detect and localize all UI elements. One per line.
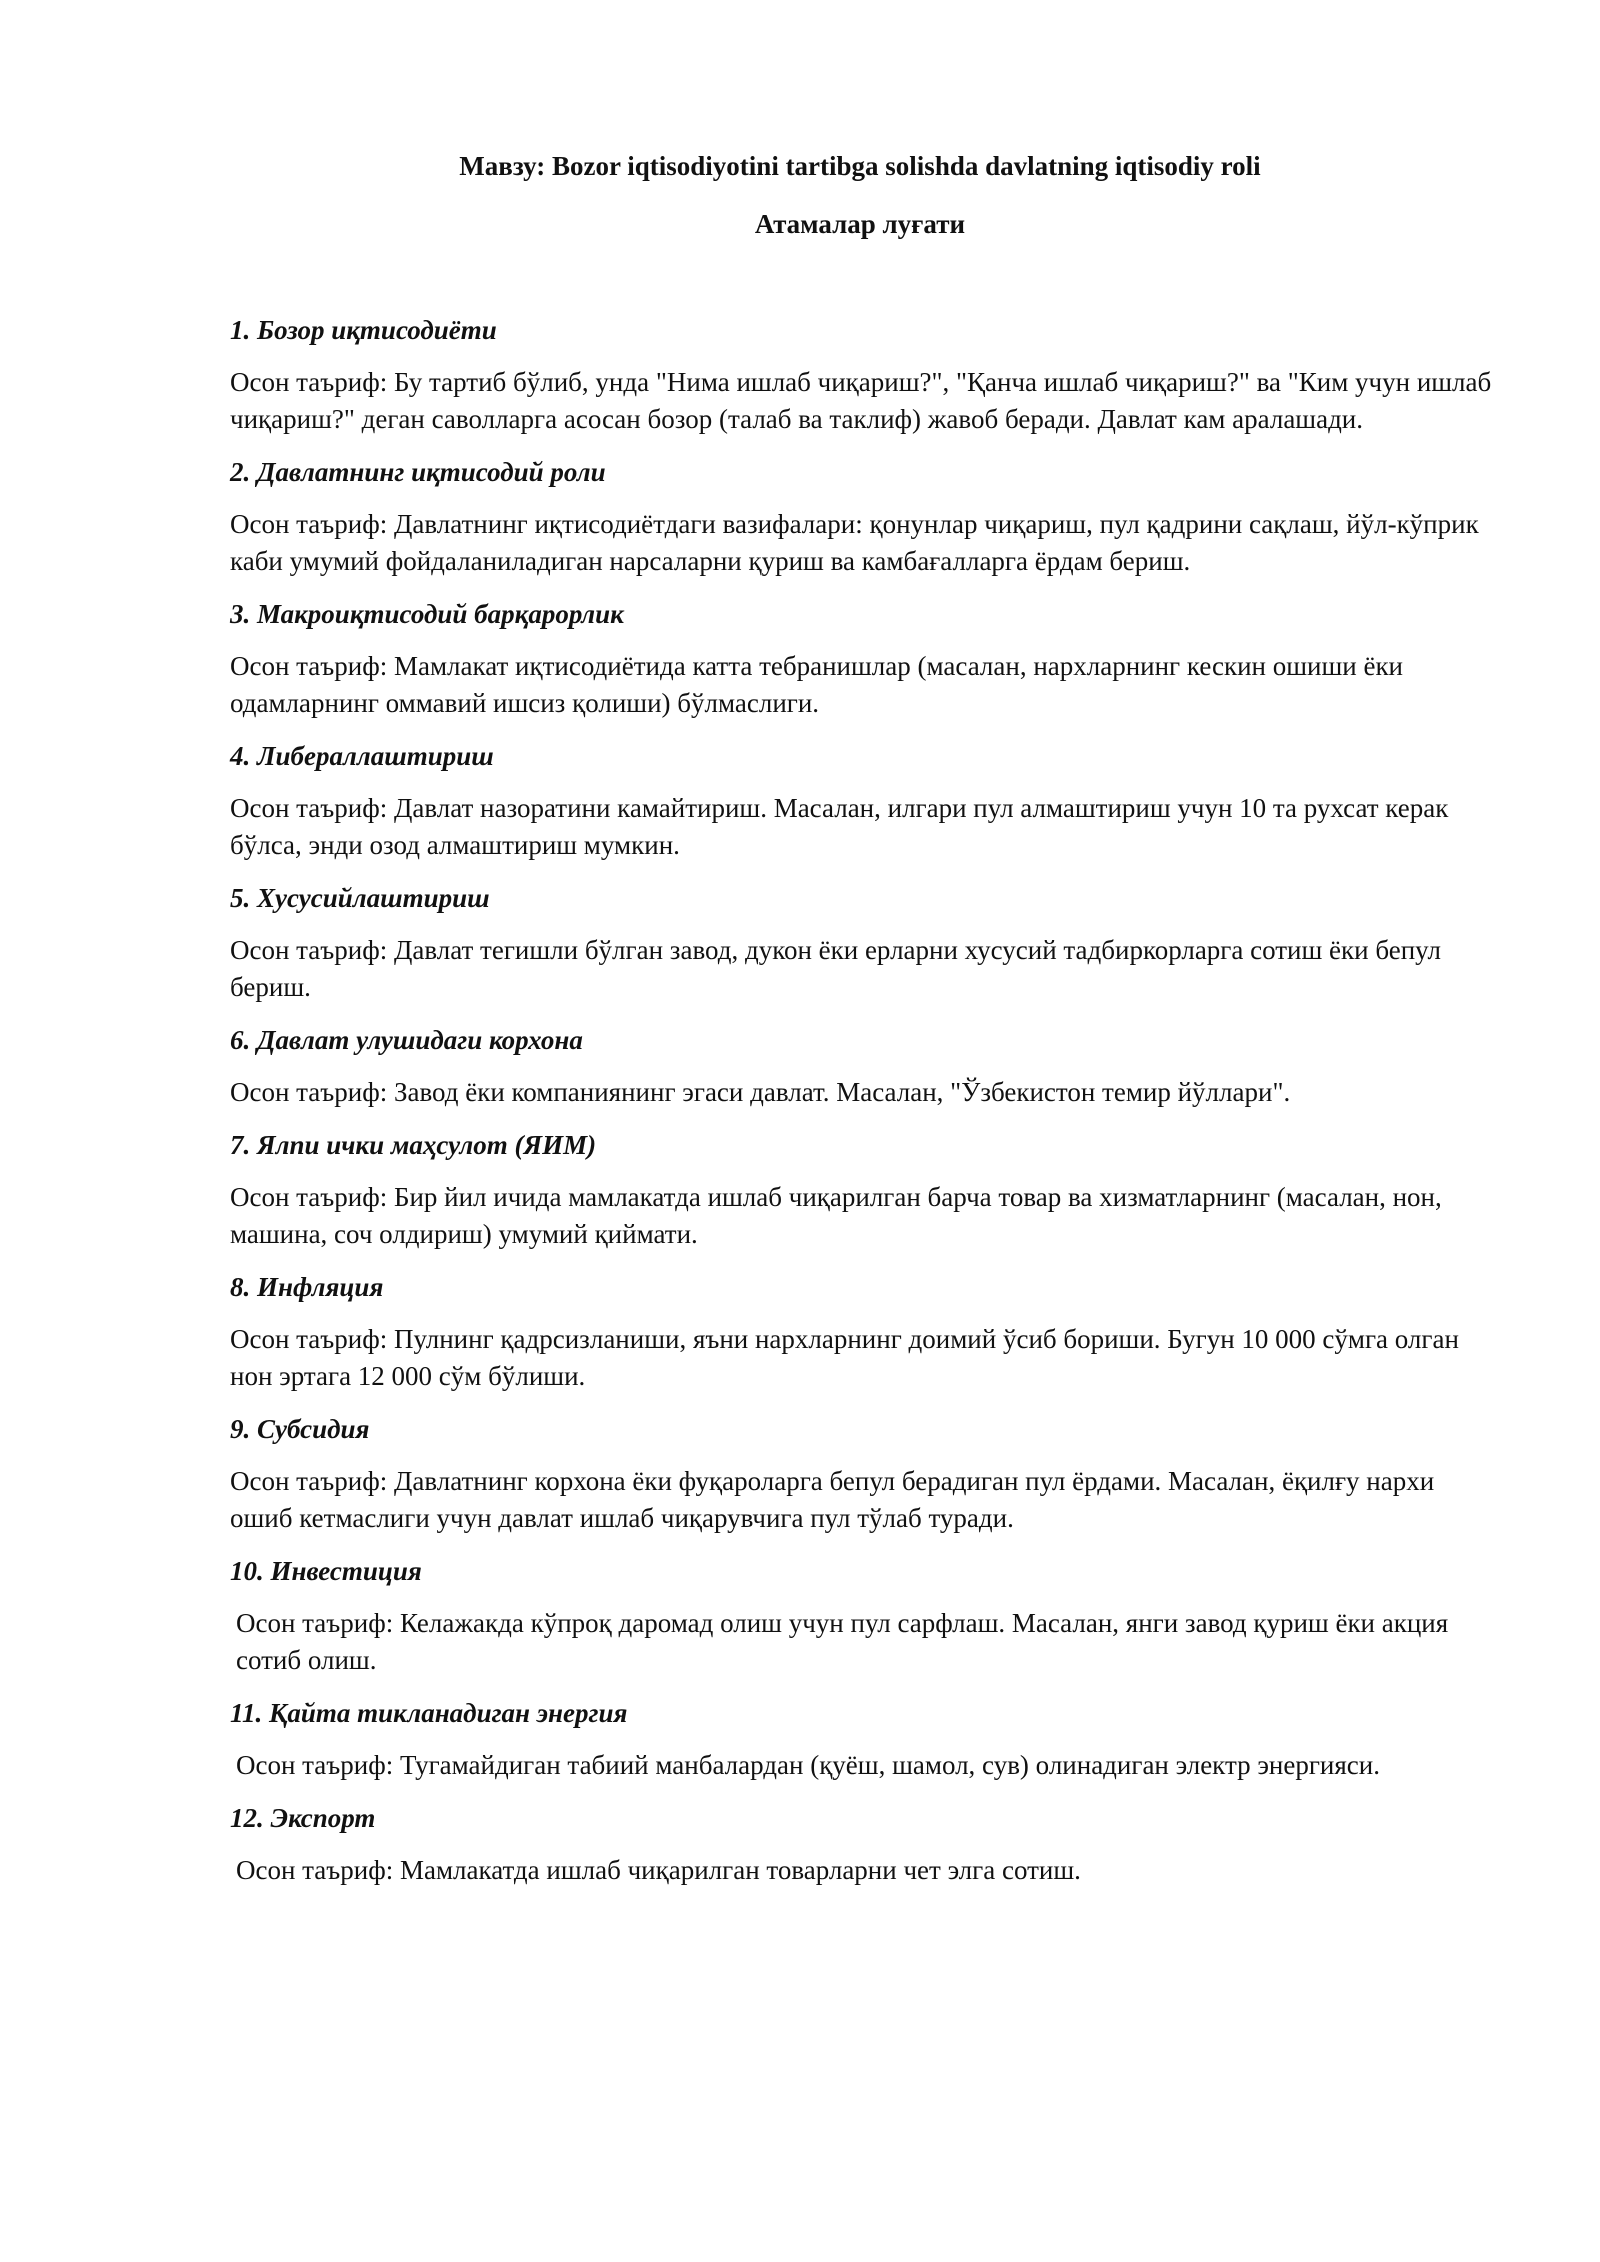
- term-definition: Осон таъриф: Давлатнинг иқтисодиётдаги вазифалари: қонунлар чиқариш, пул қадрини сақлаш, йўл-кўприк каби умумий фойдаланиладиган нарсаларни қуриш ва камбағалларга ёрдам бериш.: [230, 509, 1479, 576]
- term-definition: Осон таъриф: Давлат назоратини камайтириш. Масалан, илгари пул алмаштириш учун 10 та рухсат керак бўлса, энди озод алмаштириш мумкин.: [230, 793, 1449, 860]
- term-heading: 4. Либераллаштириш: [230, 741, 494, 771]
- term-definition: Осон таъриф: Бу тартиб бўлиб, унда "Нима ишлаб чиқариш?", "Қанча ишлаб чиқариш?" ва "Ким учун ишлаб чиқариш?" деган саволларга асосан бозор (талаб ва таклиф) жавоб беради. Давлат кам аралашади.: [230, 367, 1492, 434]
- term-definition: Осон таъриф: Мамлакат иқтисодиётида катта тебранишлар (масалан, нархларнинг кескин ошиши ёки одамларнинг оммавий ишсиз қолиши) бўлмаслиги.: [230, 651, 1404, 718]
- term-definition: Осон таъриф: Пулнинг қадрсизланиши, яъни нархларнинг доимий ўсиб бориши. Бугун 10 000 сўмга олган нон эртага 12 000 сўм бўлиши.: [230, 1324, 1459, 1391]
- glossary-entry: [230, 1127, 1490, 1253]
- term-definition: Осон таъриф: Мамлакатда ишлаб чиқарилган товарларни чет элга сотиш.: [236, 1855, 1081, 1885]
- glossary-entry: [230, 454, 1490, 580]
- term-heading: 3. Макроиқтисодий барқарорлик: [230, 599, 624, 629]
- document-subtitle: Атамалар луғати: [754, 209, 966, 239]
- glossary-entry: [230, 312, 1490, 438]
- glossary-entry: [230, 1022, 1490, 1111]
- term-heading: 2. Давлатнинг иқтисодий роли: [230, 457, 606, 487]
- term-heading: 5. Хусусийлаштириш: [230, 883, 490, 913]
- term-heading: 6. Давлат улушидаги корхона: [230, 1025, 583, 1055]
- glossary-entry: [230, 738, 1490, 864]
- term-heading: 8. Инфляция: [230, 1272, 384, 1302]
- term-heading: 10. Инвестиция: [230, 1556, 422, 1586]
- term-definition: Осон таъриф: Бир йил ичида мамлакатда ишлаб чиқарилган барча товар ва хизматларнинг (масалан, нон, машина, соч олдириш) умумий қиймати.: [230, 1182, 1442, 1249]
- term-heading: 12. Экспорт: [230, 1803, 376, 1833]
- glossary-entry: [230, 1269, 1490, 1395]
- glossary-entry: [230, 1800, 1490, 1889]
- glossary-entry: [230, 596, 1490, 722]
- term-definition: Осон таъриф: Завод ёки компаниянинг эгаси давлат. Масалан, "Ўзбекистон темир йўллари".: [230, 1077, 1291, 1107]
- term-definition: Осон таъриф: Тугамайдиган табиий манбалардан (қуёш, шамол, сув) олинадиган электр энергияси.: [236, 1750, 1380, 1780]
- document-title: Мавзу: Bozor iqtisodiyotini tartibga solishda davlatning iqtisodiy roli: [459, 151, 1261, 181]
- glossary-entry: [230, 1553, 1490, 1679]
- glossary-list: [230, 312, 1490, 1889]
- term-definition: Осон таъриф: Давлатнинг корхона ёки фуқароларга бепул берадиган пул ёрдами. Масалан, ёқилғу нархи ошиб кетмаслиги учун давлат ишлаб чиқарувчига пул тўлаб туради.: [230, 1466, 1435, 1533]
- glossary-entry: [230, 1411, 1490, 1537]
- term-definition: Осон таъриф: Давлат тегишли бўлган завод, дукон ёки ерларни хусусий тадбиркорларга сотиш ёки бепул бериш.: [230, 935, 1441, 1002]
- term-heading: 1. Бозор иқтисодиёти: [230, 315, 497, 345]
- term-heading: 7. Ялпи ички маҳсулот (ЯИМ): [230, 1130, 597, 1160]
- glossary-entry: [230, 880, 1490, 1006]
- term-heading: 9. Субсидия: [230, 1414, 370, 1444]
- term-heading: 11. Қайта тикланадиган энергия: [230, 1698, 628, 1728]
- term-definition: Осон таъриф: Келажакда кўпроқ даромад олиш учун пул сарфлаш. Масалан, янги завод қуриш ёки акция сотиб олиш.: [236, 1608, 1449, 1675]
- glossary-entry: [230, 1695, 1490, 1784]
